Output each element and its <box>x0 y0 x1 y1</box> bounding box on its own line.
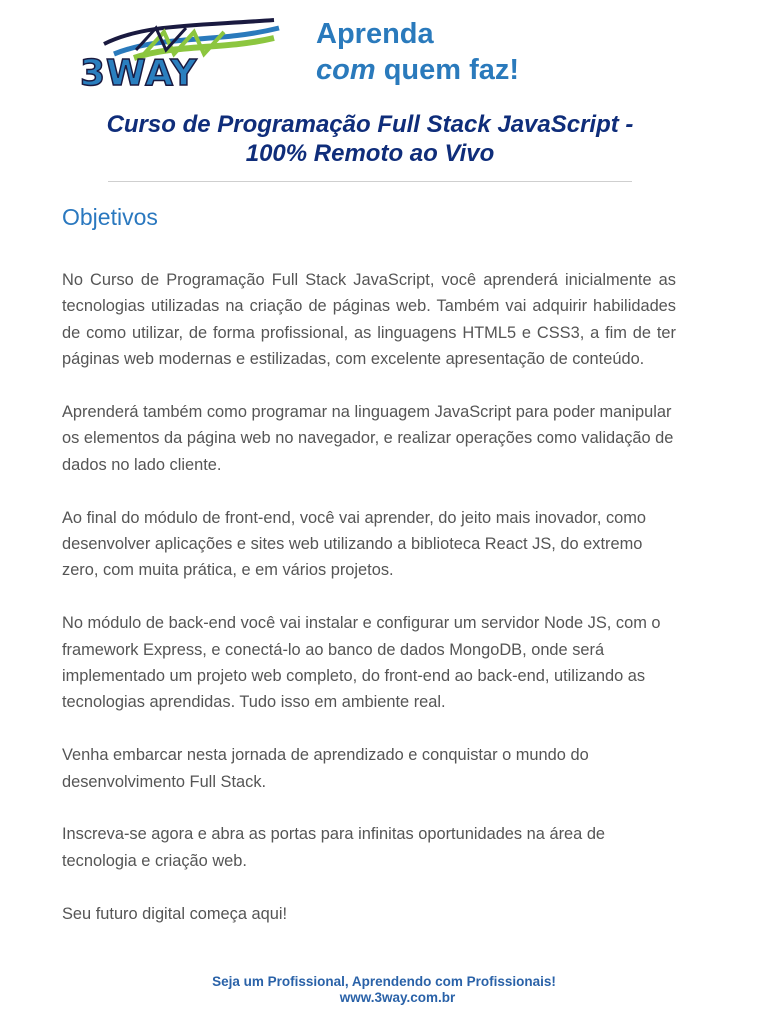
logo-wordmark: 3WAY <box>80 53 198 94</box>
course-title-line1: Curso de Programação Full Stack JavaScript - <box>106 111 634 138</box>
footer-url[interactable]: www.3way.com.br <box>339 990 456 1005</box>
footer <box>0 974 768 1006</box>
section-heading: Objetivos <box>62 204 158 230</box>
body-text <box>62 267 676 953</box>
footer-slogan: Seja um Profissional, Aprendendo com Profissionais! <box>212 974 556 989</box>
paragraph: Ao final do módulo de front-end, você vai aprender, do jeito mais inovador, como desenvolver aplicações e sites web utilizando a biblioteca React JS, do extremo zero, com muita prática, e em vários projetos. <box>62 508 647 580</box>
tagline-italic: com <box>316 54 376 86</box>
tagline-line2 <box>316 52 519 88</box>
tagline <box>316 16 519 88</box>
course-title <box>60 110 680 168</box>
paragraph: Inscreva-se agora e abra as portas para infinitas oportunidades na área de tecnologia e criação web. <box>62 825 606 870</box>
paragraph: No módulo de back-end você vai instalar e configurar um servidor Node JS, com o framework Express, e conectá-lo ao banco de dados MongoDB, onde será implementado um projeto web completo, do front-end ao back-end, utilizando as tecnologias aprendidas. Tudo isso em ambiente real. <box>62 614 661 712</box>
divider <box>108 181 632 182</box>
course-title-line2: 100% Remoto ao Vivo <box>245 140 495 167</box>
paragraph: No Curso de Programação Full Stack JavaScript, você aprenderá inicialmente as tecnologias utilizadas na criação de páginas web. Também vai adquirir habilidades de como utilizar, de forma profissional, as linguagens HTML5 e CSS3, a fim de ter páginas web modernas e estilizadas, com excelente apresentação de conteúdo. <box>62 271 676 369</box>
paragraph: Aprenderá também como programar na linguagem JavaScript para poder manipular os elementos da página web no navegador, e realizar operações como validação de dados no lado cliente. <box>62 403 674 474</box>
paragraph: Seu futuro digital começa aqui! <box>62 904 288 923</box>
tagline-line1: Aprenda <box>316 18 434 50</box>
tagline-rest: quem faz! <box>375 54 520 86</box>
paragraph: Venha embarcar nesta jornada de aprendizado e conquistar o mundo do desenvolvimento Full Stack. <box>62 746 589 791</box>
